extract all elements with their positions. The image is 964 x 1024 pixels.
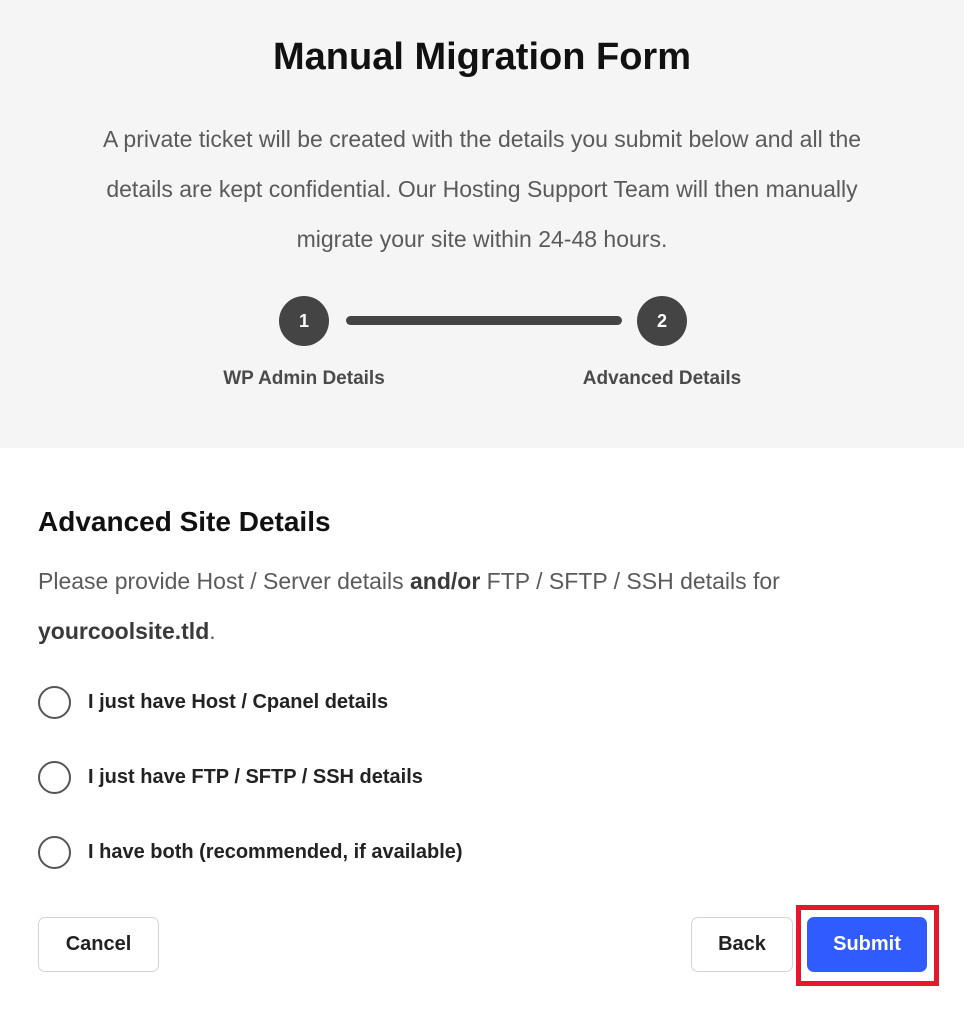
desc-part-2: FTP / SFTP / SSH details for bbox=[480, 568, 780, 594]
intro-text: A private ticket will be created with the details you submit below and all the details are kept confidential. Our Hosting Support Team will then manually migrate your site within 24-48 hours. bbox=[102, 126, 862, 252]
submit-button[interactable]: Submit bbox=[807, 917, 927, 972]
desc-site-name: yourcoolsite.tld bbox=[38, 618, 210, 644]
submit-highlight-box bbox=[796, 905, 939, 986]
step-2-circle bbox=[637, 296, 687, 346]
step-2-number: 2 bbox=[656, 310, 667, 331]
radio-ftp-sftp-ssh[interactable] bbox=[38, 761, 71, 794]
desc-part-1: Please provide Host / Server details bbox=[38, 568, 411, 594]
option-ftp-sftp-ssh[interactable] bbox=[38, 760, 423, 794]
section-title: Advanced Site Details bbox=[38, 506, 331, 537]
option-label: I have both (recommended, if available) bbox=[88, 840, 463, 863]
option-both[interactable] bbox=[38, 835, 463, 869]
radio-host-cpanel[interactable] bbox=[38, 686, 71, 719]
step-1-label: WP Admin Details bbox=[223, 368, 385, 389]
section-description bbox=[38, 556, 918, 656]
step-1-circle bbox=[279, 296, 329, 346]
page-title: Manual Migration Form bbox=[273, 36, 691, 78]
option-label: I just have Host / Cpanel details bbox=[88, 690, 389, 713]
back-button[interactable]: Back bbox=[691, 917, 793, 972]
desc-bold-andor: and/or bbox=[410, 568, 481, 594]
cancel-button[interactable]: Cancel bbox=[38, 917, 159, 972]
header-panel bbox=[0, 0, 964, 448]
option-host-cpanel[interactable] bbox=[38, 685, 388, 719]
step-2-label: Advanced Details bbox=[582, 368, 742, 389]
option-label: I just have FTP / SFTP / SSH details bbox=[88, 765, 423, 788]
step-progress-line bbox=[346, 316, 622, 325]
step-1-number: 1 bbox=[298, 310, 309, 331]
radio-both[interactable] bbox=[38, 836, 71, 869]
desc-end: . bbox=[209, 618, 216, 644]
